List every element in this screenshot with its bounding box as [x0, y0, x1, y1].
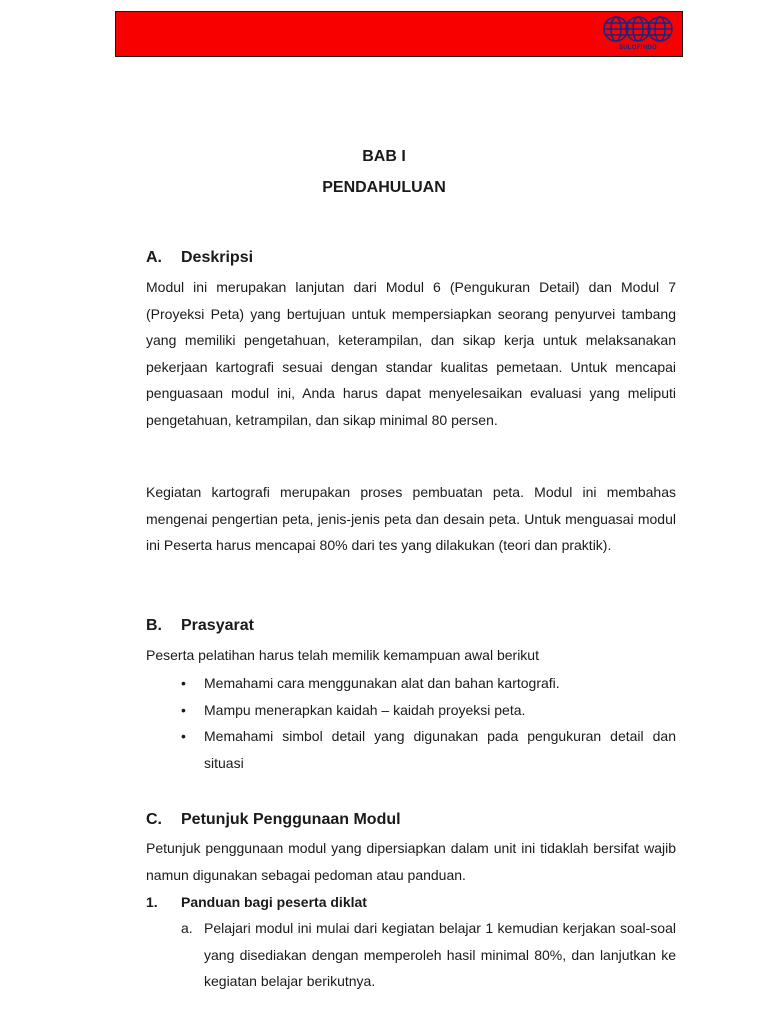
section-b-letter: B.: [146, 617, 162, 634]
section-a-paragraph-2: Kegiatan kartografi merupakan proses pembuatan peta. Modul ini membahas mengenai pengertian peta, jenis-jenis peta dan desain peta. Untuk menguasai modul ini Peserta harus mencapai 80% dari tes yang dilakukan (teori dan praktik).: [146, 484, 676, 553]
subsection-1-heading: [146, 894, 367, 910]
logo-wordmark: SULOFINDO: [618, 45, 658, 51]
list-item: • Memahami cara menggunakan alat dan bahan kartografi.: [146, 670, 676, 697]
guide-item-a-label: a.: [181, 920, 193, 936]
section-c-paragraph: Petunjuk penggunaan modul yang dipersiapkan dalam unit ini tidaklah bersifat wajib namun digunakan sebagai pedoman atau panduan.: [146, 840, 676, 883]
guide-item-a-text: Pelajari modul ini mulai dari kegiatan belajar 1 kemudian kerjakan soal-soal yang disediakan dengan memperoleh hasil minimal 80%, dan lanjutkan ke kegiatan belajar berikutnya.: [204, 920, 676, 989]
subsection-1-title: Panduan bagi peserta diklat: [181, 894, 367, 910]
section-b-title: Prasyarat: [181, 617, 254, 634]
section-a-title: Deskripsi: [181, 249, 254, 266]
bullet-icon: •: [181, 675, 186, 691]
section-c-letter: C.: [146, 811, 162, 828]
section-a-letter: A.: [146, 249, 162, 266]
section-b-heading: [146, 617, 254, 635]
section-a-heading: [146, 249, 253, 267]
section-c-heading: [146, 811, 401, 829]
section-b-intro: Peserta pelatihan harus telah memilik kemampuan awal berikut: [146, 647, 539, 663]
section-a-paragraph-1: Modul ini merupakan lanjutan dari Modul 6 (Pengukuran Detail) dan Modul 7 (Proyeksi Peta) yang bertujuan untuk mempersiapkan seorang penyurvei tambang yang memiliki pengetahuan, keterampilan, dan sikap kerja untuk melaksanakan pekerjaan kartografi sesuai dengan standar kualitas pemetaan. Untuk mencapai penguasaan modul ini, Anda harus dapat menyelesaikan evaluasi yang meliputi pengetahuan, ketrampilan, dan sikap minimal 80 persen.: [146, 279, 676, 428]
subsection-1-number: 1.: [146, 894, 158, 910]
guide-item-a: [181, 915, 676, 995]
list-item: • Mampu menerapkan kaidah – kaidah proyeksi peta.: [146, 697, 676, 724]
bullet-icon: •: [181, 701, 186, 718]
chapter-number: BAB I: [362, 148, 406, 165]
bullet-icon: •: [181, 728, 186, 744]
section-c-title: Petunjuk Penggunaan Modul: [181, 811, 401, 828]
header-bar: [115, 11, 683, 57]
chapter-title: PENDAHULUAN: [322, 179, 446, 196]
prerequisite-list: [146, 670, 676, 776]
list-item: • Memahami simbol detail yang digunakan pada pengukuran detail dan situasi: [146, 723, 676, 776]
